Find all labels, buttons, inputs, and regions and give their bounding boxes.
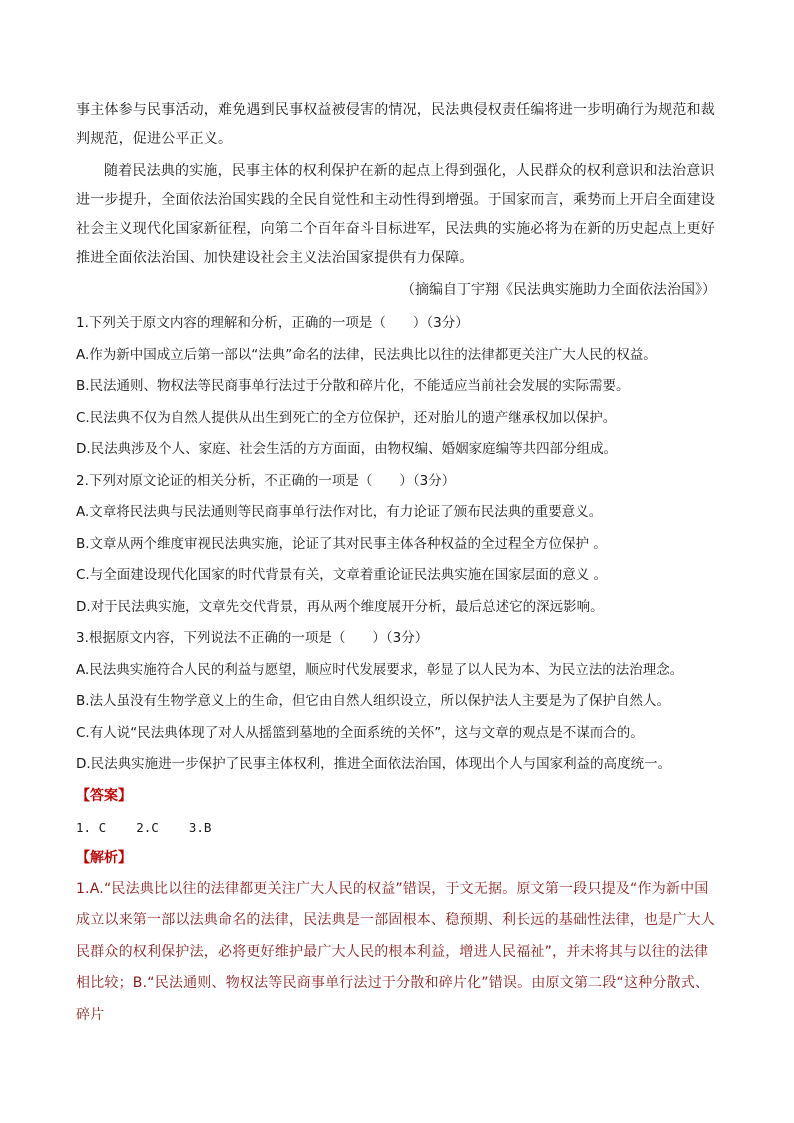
option-a: A.民法典实施符合人民的利益与愿望，顺应时代发展要求，彰显了以人民为本、为民立法的法治理念。	[76, 661, 684, 678]
question-stem: 2.下列对原文论证的相关分析，不正确的一项是（ ）（3分）	[76, 472, 456, 489]
passage-paragraph-2: 随着民法典的实施，民事主体的权利保护在新的起点上得到强化，人民群众的权利意识和法治意识进一步提升，全面依法治国实践的全民自觉性和主动性得到增强。于国家而言，乘势而上开启全面建设社会主义现代化国家新征程，向第二个百年奋斗目标进军，民法典的实施必将为在新的历史起点上更好推进全面依法治国、加快建设社会主义法治国家提供有力保障。	[76, 163, 715, 266]
option-b: B.法人虽没有生物学意义上的生命，但它由自然人组织设立，所以保护法人主要是为了保护自然人。	[76, 693, 671, 709]
option-c: C.民法典不仅为自然人提供从出生到死亡的全方位保护，还对胎儿的遗产继承权加以保护。	[76, 409, 617, 426]
question-1	[76, 308, 722, 466]
question-stem: 3.根据原文内容，下列说法不正确的一项是（ ）（3分）	[76, 630, 429, 646]
option-c: C.与全面建设现代化国家的时代背景有关，文章着重论证民法典实施在国家层面的意义 。	[76, 567, 608, 583]
option-c: C.有人说“民法典体现了对人从摇篮到墓地的全面系统的关怀”，这与文章的观点是不谋而合的。	[76, 724, 644, 741]
option-b: B.民法通则、物权法等民商事单行法过于分散和碎片化，不能适应当前社会发展的实际需要。	[76, 378, 630, 394]
option-d: D.对于民法典实施，文章先交代背景，再从两个维度展开分析，最后总述它的深远影响。	[76, 598, 604, 615]
passage-source: （摘编自丁宇翔《民法典实施助力全面依法治国》）	[401, 282, 716, 298]
option-a: A.作为新中国成立后第一部以“法典”命名的法律，民法典比以往的法律都更关注广大人民的权益。	[76, 346, 657, 363]
answer-key: 1. C 2.C 3.B	[76, 819, 212, 835]
answer-label: 【答案】	[76, 787, 132, 804]
option-d: D.民法典实施进一步保护了民事主体权利，推进全面依法治国，体现出个人与国家利益的高度统一。	[76, 756, 672, 772]
option-a: A.文章将民法典与民法通则等民商事单行法作对比，有力论证了颁布民法典的重要意义。	[76, 504, 603, 520]
analysis-label: 【解析】	[76, 849, 132, 866]
question-stem: 1.下列关于原文内容的理解和分析，正确的一项是（ ）（3分）	[76, 315, 469, 331]
passage-paragraph-1: 事主体参与民事活动，难免遇到民事权益被侵害的情况，民法典侵权责任编将进一步明确行为规范和裁判规范，促进公平正义。	[76, 102, 715, 147]
option-d: D.民法典涉及个人、家庭、社会生活的方方面面，由物权编、婚姻家庭编等共四部分组成。	[76, 441, 618, 457]
option-b: B.文章从两个维度审视民法典实施，论证了其对民事主体各种权益的全过程全方位保护 。	[76, 535, 607, 552]
analysis-text: 1.A.“民法典比以往的法律都更关注广大人民的权益”错误，于文无据。原文第一段只提及“作为新中国成立以来第一部以法典命名的法律，民法典是一部固根本、稳预期、利长远的基础性法律，也是广大人民群众的权利保护法，必将更好维护最广大人民的根本利益，增进人民福祉”，并未将其与以往的法律相比较；B.“民法通则、物权法等民商事单行法过于分散和碎片化”错误。由原文第二段“这种分散式、碎片	[76, 880, 715, 1023]
question-2	[76, 466, 722, 624]
question-3	[76, 623, 722, 781]
